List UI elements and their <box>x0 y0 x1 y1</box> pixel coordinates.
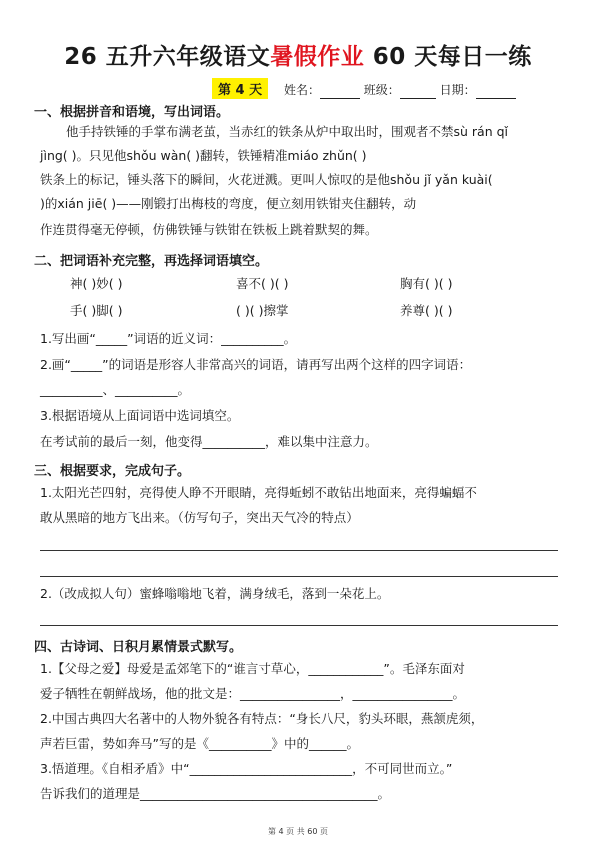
title-post: 60 天每日一练 <box>364 44 532 70</box>
s2-word-6: 养尊( )( ) <box>400 303 453 318</box>
s2-q2: 2.画“_____”的词语是形容人非常高兴的词语，请再写出两个这样的四字词语： <box>40 357 472 372</box>
section-3-heading: 三、根据要求，完成句子。 <box>34 464 191 479</box>
s2-word-2: 喜不( )( ) <box>236 276 289 291</box>
student-info-row <box>212 78 516 99</box>
title-pre: 26 五升六年级语文 <box>64 44 271 70</box>
s2-q3-sentence: 在考试前的最后一刻，他变得__________，难以集中注意力。 <box>40 434 378 449</box>
date-label: 日期： <box>439 83 476 97</box>
s3-q1-line-1: 1.太阳光芒四射，亮得使人睁不开眼睛，亮得蚯蚓不敢钻出地面来，亮得蝙蝠不 <box>40 485 477 500</box>
s1-line-3: 铁条上的标记，锤头落下的瞬间，火花迸溅。更叫人惊叹的是他shǒu jǐ yǎn kuài( <box>40 172 493 187</box>
s3-q1-line-2: 敢从黑暗的地方飞出来。（仿写句子，突出天气冷的特点） <box>40 510 359 525</box>
answer-line[interactable] <box>40 576 558 577</box>
s2-word-5: ( )( )擦掌 <box>236 303 289 318</box>
section-2-heading: 二、把词语补充完整，再选择词语填空。 <box>34 254 269 269</box>
day-badge: 第 4 天 <box>212 78 268 99</box>
s1-line-2: jìng( )。只见他shǒu wàn( )翻转，铁锤精准miáo zhǔn( ) <box>40 148 367 163</box>
title-highlight: 暑假作业 <box>270 44 365 70</box>
page-title <box>0 38 596 71</box>
s4-q2-line-1: 2.中国古典四大名著中的人物外貌各有特点：“身长八尺，豹头环眼，燕颔虎须， <box>40 711 484 726</box>
section-1-heading: 一、根据拼音和语境，写出词语。 <box>34 105 230 120</box>
section-4-heading: 四、古诗词、日积月累情景式默写。 <box>34 640 243 655</box>
answer-line[interactable] <box>40 550 558 551</box>
class-blank[interactable] <box>400 85 436 99</box>
s4-q2-line-2: 声若巨雷，势如奔马”写的是《__________》中的______。 <box>40 736 359 751</box>
date-blank[interactable] <box>476 85 516 99</box>
s4-q1-line-1: 1.【父母之爱】母爱是孟郊笔下的“谁言寸草心，____________”。毛泽东面对 <box>40 661 465 676</box>
s4-q3-line-2: 告诉我们的道理是______________________________________。 <box>40 786 391 801</box>
s4-q3-line-1: 3.悟道理。《自相矛盾》中“__________________________，不可同世而立。” <box>40 761 453 776</box>
s2-q1: 1.写出画“_____”词语的近义词：__________。 <box>40 331 297 346</box>
page-footer: 第 4 页 共 60 页 <box>268 827 328 836</box>
name-label: 姓名： <box>283 83 320 97</box>
class-label: 班级： <box>363 83 400 97</box>
s1-line-5: 作连贯得毫无停顿，仿佛铁锤与铁钳在铁板上跳着默契的舞。 <box>40 222 378 237</box>
s4-q1-line-2: 爱子牺牲在朝鲜战场，他的批文是：________________，________________。 <box>40 686 466 701</box>
s3-q2: 2.（改成拟人句）蜜蜂嗡嗡地飞着，满身绒毛，落到一朵花上。 <box>40 586 390 601</box>
s2-q2-answer: __________、__________。 <box>40 382 191 397</box>
s2-word-3: 胸有( )( ) <box>400 276 453 291</box>
s2-word-1: 神( )妙( ) <box>70 276 123 291</box>
answer-line[interactable] <box>40 625 558 626</box>
s1-line-4: )的xián jiē( )——刚锻打出梅枝的弯度，便立刻用铁钳夹住翻转，动 <box>40 196 417 211</box>
s2-word-4: 手( )脚( ) <box>70 303 123 318</box>
s1-line-1: 他手持铁锤的手掌布满老茧，当赤红的铁条从炉中取出时，围观者不禁sù rán qǐ <box>66 124 509 139</box>
s2-q3: 3.根据语境从上面词语中选词填空。 <box>40 408 240 423</box>
name-blank[interactable] <box>320 85 360 99</box>
